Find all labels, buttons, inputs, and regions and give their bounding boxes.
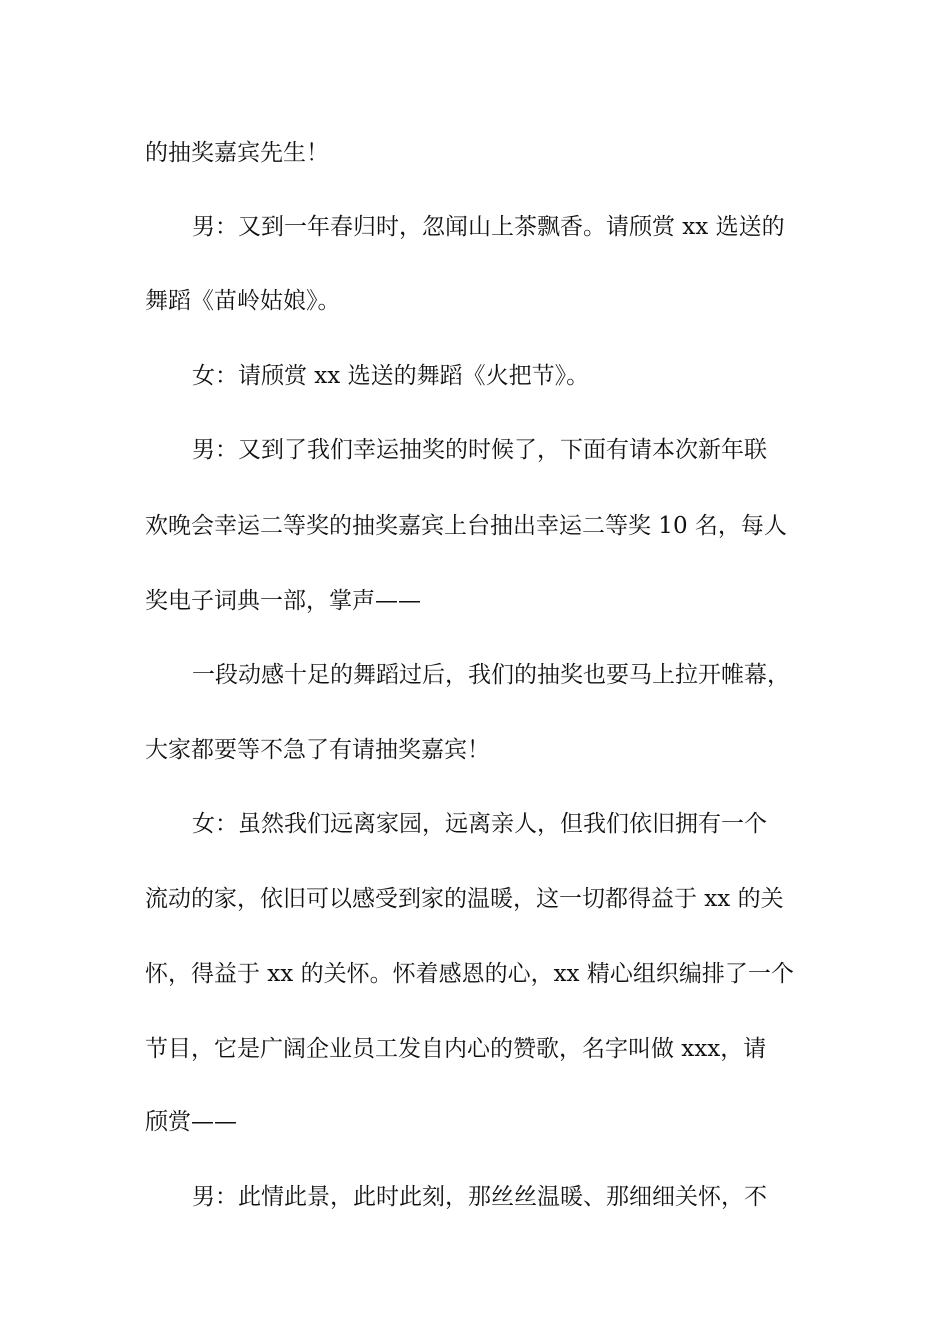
- text-line-10: 女：虽然我们远离家园，远离亲人，但我们依旧拥有一个: [192, 811, 767, 837]
- text-line-3: 舞蹈《苗岭姑娘》。: [145, 288, 341, 314]
- text-line-1: 的抽奖嘉宾先生！: [145, 140, 329, 166]
- text-line-6: 欢晚会幸运二等奖的抽奖嘉宾上台抽出幸运二等奖 10 名，每人: [145, 513, 787, 539]
- text-line-8: 一段动感十足的舞蹈过后，我们的抽奖也要马上拉开帷幕，: [192, 662, 790, 688]
- text-line-11: 流动的家，依旧可以感受到家的温暖，这一切都得益于 xx 的关: [145, 886, 784, 912]
- text-line-15: 男：此情此景，此时此刻，那丝丝温暖、那细细关怀，不: [192, 1184, 767, 1210]
- text-line-13: 节目，它是广阔企业员工发自内心的赞歌，名字叫做 xxx，请: [145, 1036, 767, 1062]
- text-line-2: 男：又到一年春归时，忽闻山上茶飘香。请颀赏 xx 选送的: [192, 214, 785, 240]
- text-line-14: 颀赏——: [145, 1109, 237, 1135]
- text-line-9: 大家都要等不急了有请抽奖嘉宾！: [145, 737, 490, 763]
- text-line-5: 男：又到了我们幸运抽奖的时候了，下面有请本次新年联: [192, 437, 767, 463]
- text-line-7: 奖电子词典一部，掌声——: [145, 588, 421, 614]
- text-line-12: 怀，得益于 xx 的关怀。怀着感恩的心，xx 精心组织编排了一个: [145, 961, 794, 987]
- text-line-4: 女：请颀赏 xx 选送的舞蹈《火把节》。: [192, 363, 590, 389]
